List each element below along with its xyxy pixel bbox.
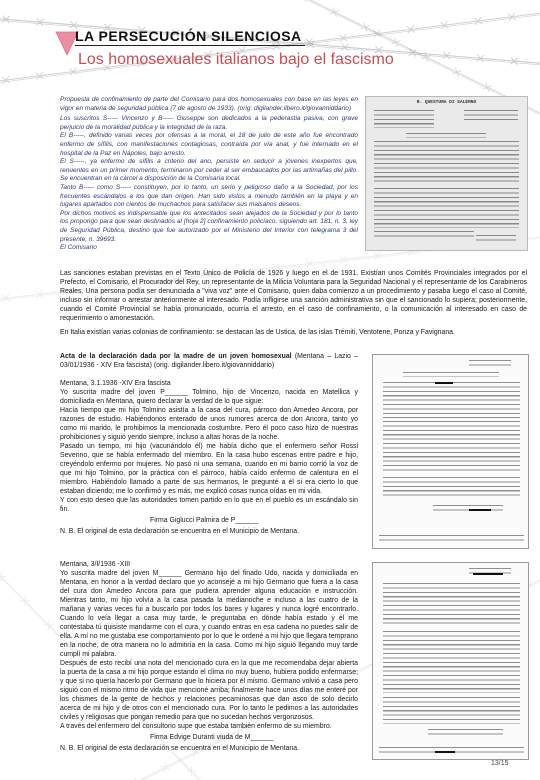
- underlined-name-mark: [435, 382, 453, 384]
- declaration-paragraph: Y con esto deseo que las autoridades tomen partido en lo que en el pueblo es un escándalo sin fin.: [60, 497, 358, 513]
- title-rule: [75, 45, 305, 46]
- underlined-name-mark: [435, 751, 455, 753]
- proposal-paragraph: El S-----, ya enfermo de sífilis a criterio del ano, persiste en seducir a jóvenes inexpertos que, renuentes en un primer momento, terminaron por ceder al ser embaucados por las artimañas del pillo. Se encuentran en la cárcel a disposición de la Comisaría local.: [60, 158, 358, 183]
- testimony-heading-title: Acta de la declaración dada por la madre de un joven homosexual: [60, 353, 292, 360]
- scanned-declaration-1: [372, 354, 529, 549]
- declaration-paragraph: Hacía tiempo que mi hijo Tolmino asistía a la casa del cura, párroco don Amedeo Ancora, por razones de estudio. Habiéndonos enterado de unos rumores acerca de don Ancora, tanto yo como mi marido, le prohibimos la mencionada costumbre. Pero él poco caso hizo de nuestras prohibiciones y siguió yendo siempre, incluso a altas horas de la noche.: [60, 407, 358, 441]
- scanned-document-questura: [365, 96, 528, 251]
- typed-text-lines: [428, 729, 503, 738]
- typed-text-lines: [374, 231, 474, 240]
- declaration-paragraph: Yo suscrita madre del joven M______ Germano hijo del finado Udo, nacida y domiciliada en Mentana, en honor a la verdad declaro que yo aconsejé a mi hijo Germano que fuera a la casa del cura don Amedeo Ancora para que pudiera aprender alguna educación e instrucción. Mientras tanto, mi hijo volvía a la casa pasada la medianoche e incluso a las cuatro de la mañana y varias veces fui a buscarlo por todos los bares y lugares y nunca logré encontrarlo. Cuando lo veía llegar a casa muy tarde, le preguntaba en dónde había estado y él me contestaba tú quisiste mandarme con el cura, y cuando entras en esa cadena no puedes salir de ella. A mí no me gustaba ese comportamiento por lo que le ordené a mi hijo que llegara temprano en la noche, de otra manera no lo admitiría en la casa. Como mi hijo siguió llegando muy tarde cumplí mi palabra.: [60, 570, 358, 658]
- scanned-declaration-2: [372, 562, 529, 760]
- typed-text-lines: [379, 535, 524, 544]
- sanctions-paragraph: Las sanciones estaban previstas en el Texto Único de Policía de 1926 y luego en el de 1931. Existían unos Comités Provinciales integrados por el Prefecto, el Comisario, el Procurador del Rey, un representante de la Milicia Voluntaria para la Seguridad Nacional y el representante de los Carabineros Reales. Una persona podía ser denunciada a "viva voz" ante el Comisario, quien daba comienzo a un procedimiento y pasaba luego el caso al Comité, incluso sin informar o arrestar anteriormente al interesado. Podía infligirse una sanción administrativa sin que el sancionado lo supiera; posteriormente, cuando el Comité Provincial se había pronunciado, ocurría el arresto, en el caso de confinamiento, o la comunicación al interesado en caso de requerimiento o amonestación.: [60, 270, 527, 322]
- colonies-paragraph: En Italia existían varias colonias de confinamiento: se destacan las de Ustica, de las islas Trémiti, Ventotene, Ponza y Favignana.: [60, 329, 455, 336]
- proposal-paragraph: El B-----, definido varias veces por ofensas a la moral, el 18 de julio de este año fue encontrado enfermo de sífilis, con manifestaciones contagiosas, contraída por vía anal, y fue internado en el hospital de la Paz en Nápoles, bajo arresto.: [60, 132, 358, 157]
- typed-text-lines: [464, 110, 518, 123]
- declaration-2: [60, 560, 358, 753]
- declaration-note: N. B. El original de esta declaración se encuentra en el Municipio de Mentana.: [60, 745, 300, 752]
- wire-barb: [303, 0, 306, 2]
- typed-text-lines: [383, 477, 520, 499]
- underlined-name-mark: [469, 509, 491, 511]
- typed-text-lines: [403, 372, 499, 377]
- declaration-date: Mentana, 3.1.1936 -XIV Era fascista: [60, 380, 171, 387]
- proposal-paragraph: Los suscritos S----- Vincenzo y B----- Giuseppe son dedicados a la pederastia pasiva, con grave perjuicio de la moralidad pública y la integridad de la raza.: [60, 115, 358, 131]
- typed-text-lines: [374, 188, 519, 228]
- typed-text-lines: [469, 360, 511, 369]
- declaration-paragraph: Yo suscrita madre del joven P______ Tolmino, hijo de Vincenzo, nacida en Matellica y domiciliada en Mentana, quiero declarar la verdad de lo que sigue:: [60, 389, 358, 405]
- declaration-signature: Firma Edvige Duranti viuda de M______: [150, 734, 274, 741]
- typed-text-lines: [476, 235, 516, 244]
- typed-text-lines: [383, 382, 520, 418]
- typed-text-lines: [406, 133, 486, 138]
- testimony-heading-source: (Mentana – Lazio – 03/01/1936 - XIV Era fascista) (orig. digilander.libero.it/giovanniddario): [60, 353, 358, 369]
- declaration-paragraph: Pasado un tiempo, mi hijo (vacunándolo él) me había dicho que el enfermero señor Rossi Severino, que se había enfermado del miembro. En la casa hubo escenas entre padre e hijo, creyéndolo enfermo por mujeres. No pasó ni una semana, cuando en mi barrio corrió la voz de que mi hijo Tolmino, por la práctica con el párroco, había caído enfermo de calentura en el miembro. Habiéndolo llamado a parte de sus hermanos, le pregunté a él si era cierto lo que estaban diciendo; me lo confirmó y es más, me explicó cosas nunca oídas en mi vida.: [60, 443, 358, 495]
- proposal-paragraph: Por dichos motivos es indispensable que los antecitados sean alejados de la Sociedad y por lo tanto los propongo para que sean destinados al [hoja 2] confinamiento policíaco, siguiendo art. 181, n. 3, ley de Seguridad Pública, destino que fue autorizado por el Ministerio del Interior con telegrama 3 del presente, n. 39693.: [60, 209, 358, 243]
- declaration-1: [60, 379, 358, 536]
- declaration-signature: Firma Giglucci Palmira de P______: [150, 517, 259, 524]
- declaration-note: N. B. El original de esta declaración se encuentra en el Municipio de Mentana.: [60, 528, 300, 535]
- declaration-date: Mentana, 3/I/1936 -XIII: [60, 561, 131, 568]
- typed-text-lines: [374, 141, 519, 185]
- typed-text-lines: [433, 505, 503, 514]
- page-subtitle: Los homosexuales italianos bajo el fascismo: [78, 51, 394, 68]
- typed-text-lines: [383, 583, 520, 627]
- declaration-paragraph: Después de esto recibí una nota del mencionado cura en la que me recomendaba dejar abierta la puerta de la casa a mi hijo porque estando el clima no muy bueno, hubiera podido enfermarse; y que si no quería hacerlo por Germano que lo hiciera por él mismo. Germano volvió a casa pero siguió con el mismo ritmo de vida que mencioné arriba; finalmente hace unos días me enteré por los chismes de la gente de hechos y relaciones pecaminosas que dan asco de solo decirlo acerca de mi hijo y de otros con el mencionado cura. Por lo tanto le pedimos a las autoridades civiles y religiosas que pongan remedio para que no sucedan hechos vergonzosos.: [60, 660, 358, 721]
- section-title: LA PERSECUCIÓN SILENCIOSA: [75, 28, 302, 44]
- typed-text-lines: [383, 697, 520, 724]
- typed-text-lines: [383, 631, 520, 693]
- confinement-proposal-quote: [60, 96, 358, 253]
- typed-text-lines: [383, 421, 520, 474]
- proposal-paragraph: Tanto B----- como S----- constituyen, por lo tanto, un serio y peligroso daño a la Sociedad, por los frecuentes escándalos a los que dan origen. Han sido vistos a menudo también en la playa y en lugares apartados con cientos de muchachos para satisfacer sus malsanos deseos.: [60, 183, 358, 209]
- scan-heading: R. QUESTURA DI SALERNO: [416, 100, 477, 105]
- declaration-paragraph: A través del enfermero del consultorio supe que estaba también enfermo de su miembro.: [60, 723, 332, 730]
- underlined-name-mark: [473, 573, 503, 575]
- typed-text-lines: [374, 110, 434, 128]
- page-number: 13/15: [491, 760, 509, 767]
- testimony-heading: [60, 352, 358, 370]
- proposal-signature: El Comisario: [60, 244, 97, 252]
- proposal-intro: Propuesta de confinamiento de parte del Comisario para dos homosexuales con base en las leyes en vigor en materia de seguridad pública (7 de agosto de 1933). (orig: digilander.libero.it/giovanniddario): [60, 96, 358, 112]
